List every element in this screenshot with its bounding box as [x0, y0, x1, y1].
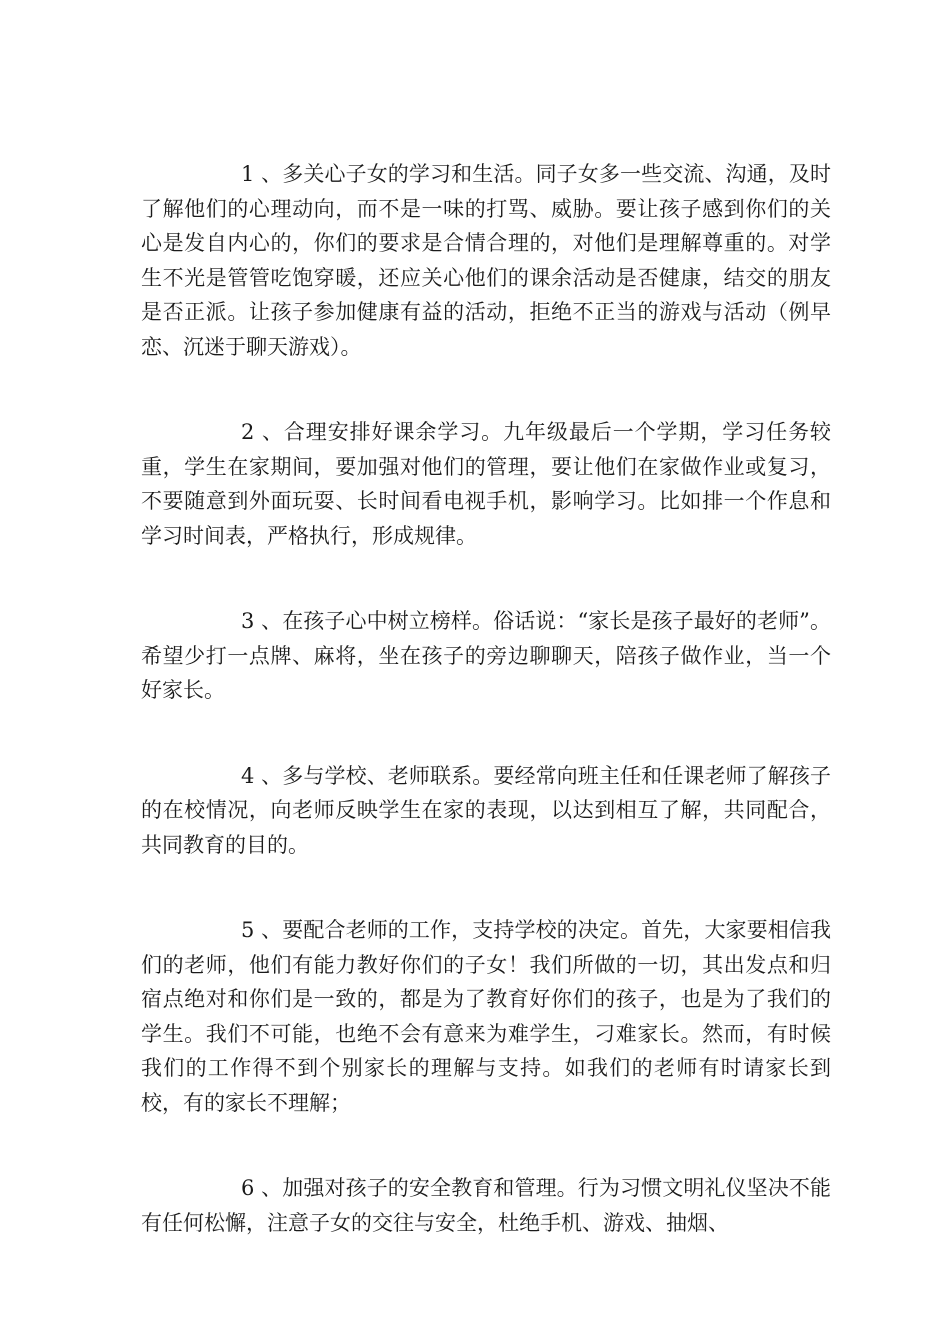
paragraph-1: 1 、多关心子女的学习和生活。同子女多一些交流、沟通，及时了解他们的心理动向，而不是一味的打骂、威胁。要让孩子感到你们的关心是发自内心的，你们的要求是合情合理的，对他们是理解尊重的。对学生不光是管管吃饱穿暖，还应关心他们的课余活动是否健康，结交的朋友是否正派。让孩子参加健康有益的活动，拒绝不正当的游戏与活动（例早恋、沉迷于聊天游戏）。 [141, 162, 831, 359]
paragraph-4: 4 、多与学校、老师联系。要经常向班主任和任课老师了解孩子的在校情况，向老师反映学生在家的表现，以达到相互了解，共同配合，共同教育的目的。 [141, 763, 831, 857]
paragraph-3: 3 、在孩子心中树立榜样。俗话说：“家长是孩子最好的老师”。希望少打一点牌、麻将，坐在孩子的旁边聊聊天，陪孩子做作业，当一个好家长。 [141, 609, 831, 702]
paragraph-2: 2 、合理安排好课余学习。九年级最后一个学期，学习任务较重，学生在家期间，要加强对他们的管理，要让他们在家做作业或复习，不要随意到外面玩耍、长时间看电视手机，影响学习。比如排一个作息和学习时间表，严格执行，形成规律。 [141, 420, 831, 548]
paragraph-6: 6 、加强对孩子的安全教育和管理。行为习惯文明礼仪坚决不能有任何松懈，注意子女的交往与安全，杜绝手机、游戏、抽烟、 [141, 1176, 831, 1235]
document-body [141, 157, 831, 1240]
paragraph-5: 5 、要配合老师的工作，支持学校的决定。首先，大家要相信我们的老师，他们有能力教好你们的子女！我们所做的一切，其出发点和归宿点绝对和你们是一致的，都是为了教育好你们的孩子，也是为了我们的学生。我们不可能，也绝不会有意来为难学生，刁难家长。然而，有时候我们的工作得不到个别家长的理解与支持。如我们的老师有时请家长到校，有的家长不理解； [141, 918, 831, 1115]
